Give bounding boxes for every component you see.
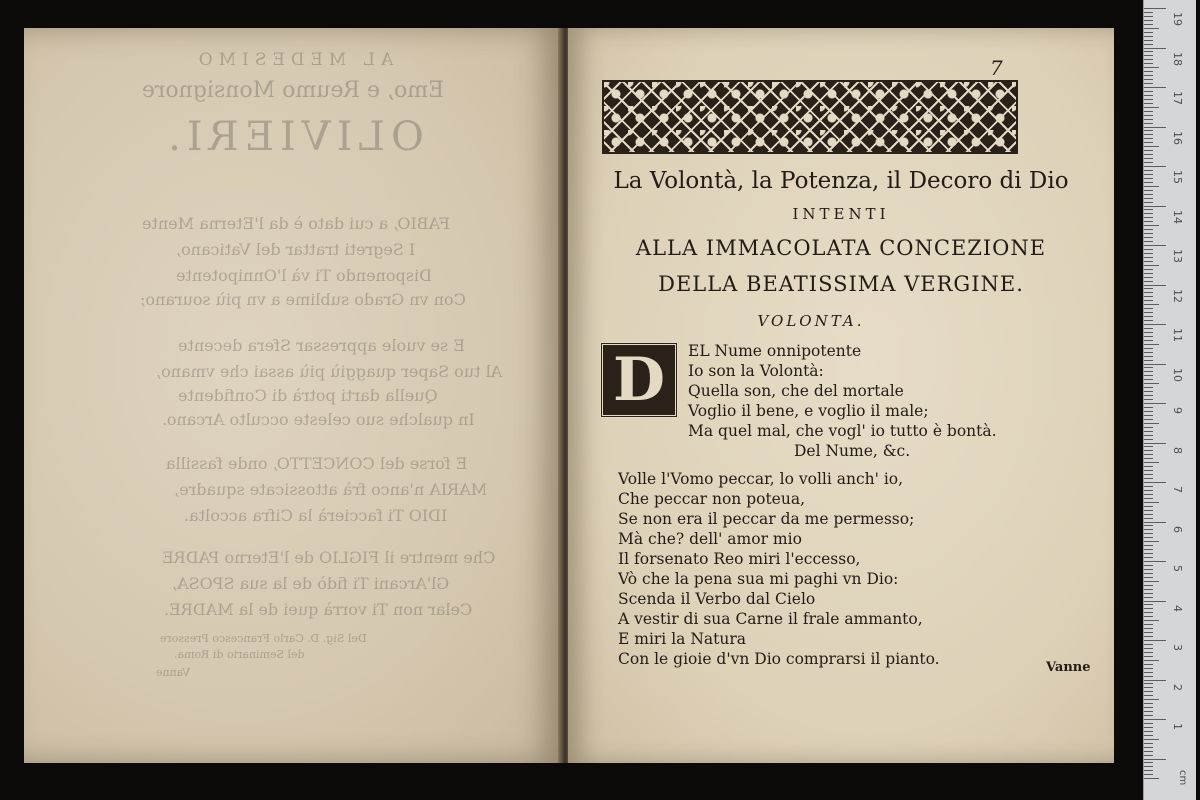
ruler-tick (1144, 632, 1153, 633)
ruler-tick (1144, 336, 1153, 337)
measuring-ruler (1143, 0, 1196, 800)
ruler-tick (1144, 616, 1153, 617)
ruler-tick (1144, 735, 1153, 736)
ruler-tick (1144, 450, 1153, 451)
ghost-line: del Seminario di Roma. (174, 648, 305, 661)
ruler-tick (1144, 604, 1153, 605)
ruler-tick (1144, 55, 1153, 56)
ruler-tick (1144, 32, 1153, 33)
ruler-tick (1144, 269, 1153, 270)
ruler-tick (1144, 340, 1153, 341)
ruler-tick (1144, 648, 1153, 649)
ruler-tick (1144, 672, 1153, 673)
ghost-line: Del Sig. D. Carlo Francesco Pressore (160, 632, 367, 645)
ruler-tick (1144, 652, 1153, 653)
ruler-tick (1144, 703, 1153, 704)
ruler-tick (1144, 217, 1153, 218)
ruler-tick (1144, 585, 1153, 586)
ruler-tick (1144, 194, 1153, 195)
ruler-tick (1144, 545, 1153, 546)
ruler-tick (1144, 612, 1153, 613)
ghost-line: FABIO, a cui dato è da l'Eterna Mente (142, 214, 450, 233)
ruler-tick (1144, 446, 1153, 447)
ruler-tick (1144, 320, 1153, 321)
ruler-tick (1144, 707, 1153, 708)
ruler-tick (1144, 687, 1153, 688)
ruler-label: 5 (1171, 565, 1184, 572)
refrain-line: Del Nume, &c. (794, 442, 911, 460)
ruler-tick (1144, 273, 1153, 274)
subtitle-della: DELLA BEATISSIMA VERGINE. (658, 272, 1024, 296)
ruler-tick (1144, 28, 1159, 29)
ruler-tick (1144, 36, 1153, 37)
ruler-tick (1144, 379, 1153, 380)
ruler-tick (1144, 8, 1166, 9)
ruler-tick (1144, 213, 1153, 214)
ruler-tick (1144, 502, 1159, 503)
ruler-tick (1144, 63, 1153, 64)
ruler-tick (1144, 541, 1159, 542)
ruler-tick (1144, 67, 1159, 68)
ruler-tick (1144, 443, 1166, 444)
ruler-tick (1144, 296, 1153, 297)
ruler-tick (1144, 178, 1153, 179)
dropcap-letter: D (612, 345, 666, 415)
ruler-tick (1144, 209, 1153, 210)
ruler-tick (1144, 470, 1153, 471)
ghost-line: Celar non Ti vorrà quei de la MADRE. (164, 600, 473, 619)
ruler-tick (1144, 407, 1153, 408)
ruler-tick (1144, 759, 1166, 760)
ruler-tick (1144, 245, 1166, 246)
ruler-tick (1144, 257, 1153, 258)
ghost-line: Disponendo Ti và l'Onnipotente (176, 266, 432, 285)
ruler-tick (1144, 312, 1153, 313)
ruler-tick (1144, 91, 1153, 92)
ruler-tick (1144, 755, 1153, 756)
subtitle-alla: ALLA IMMACOLATA CONCEZIONE (635, 236, 1047, 260)
ruler-tick (1144, 277, 1153, 278)
ruler-tick (1144, 40, 1153, 41)
ruler-tick (1144, 300, 1153, 301)
ruler-tick (1144, 676, 1153, 677)
verse-line: A vestir di sua Carne il frale ammanto, (618, 610, 923, 628)
ruler-tick (1144, 510, 1153, 511)
ruler-tick (1144, 304, 1159, 305)
ruler-tick (1144, 628, 1153, 629)
ruler-tick (1144, 514, 1153, 515)
right-page (568, 28, 1114, 763)
ruler-tick (1144, 190, 1153, 191)
verse-line: Volle l'Vomo peccar, lo volli anch' io, (618, 470, 904, 488)
ruler-tick (1144, 577, 1153, 578)
ruler-tick (1144, 83, 1153, 84)
ruler-tick (1144, 573, 1153, 574)
ruler-tick (1144, 553, 1153, 554)
ruler-tick (1144, 285, 1166, 286)
ruler-label: 13 (1171, 249, 1184, 263)
ruler-tick (1144, 391, 1153, 392)
ruler-tick (1144, 166, 1166, 167)
ruler-tick (1144, 474, 1153, 475)
ruler-tick (1144, 24, 1153, 25)
ruler-tick (1144, 415, 1153, 416)
ruler-tick (1144, 48, 1166, 49)
ghost-line: Che mentre il FIGLIO de l'Eterno PADRE (162, 548, 496, 567)
ruler-tick (1144, 557, 1153, 558)
page-title: La Volontà, la Potenza, il Decoro di Dio (613, 168, 1069, 194)
ruler-tick (1144, 589, 1153, 590)
verse-line: Quella son, che del mortale (688, 382, 904, 400)
ruler-tick (1144, 292, 1153, 293)
ruler-tick (1144, 743, 1153, 744)
ruler-tick (1144, 458, 1153, 459)
ruler-tick (1144, 723, 1153, 724)
ruler-tick (1144, 494, 1153, 495)
ghost-line: In qualche suo celeste occulto Arcano. (162, 410, 475, 429)
ruler-tick (1144, 229, 1153, 230)
ruler-tick (1144, 71, 1153, 72)
ruler-tick (1144, 715, 1153, 716)
ghost-line: IDIO Ti faccierà la Cifra accolta. (184, 506, 448, 525)
ruler-unit: cm (1177, 770, 1188, 786)
ruler-tick (1144, 624, 1153, 625)
verse-line: Che peccar non poteua, (618, 490, 806, 508)
ruler-tick (1144, 525, 1153, 526)
ruler-label: 14 (1171, 209, 1184, 224)
ruler-tick (1144, 12, 1153, 13)
ruler-tick (1144, 328, 1153, 329)
ruler-label: 4 (1171, 604, 1184, 612)
ruler-tick (1144, 680, 1166, 681)
ruler-tick (1144, 352, 1153, 353)
ruler-tick (1144, 332, 1153, 333)
ruler-label: 16 (1171, 130, 1184, 145)
ruler-tick (1144, 87, 1166, 88)
ruler-tick (1144, 150, 1153, 151)
ghost-line: Al tuo Saper quaggiù più assai che vmano, (156, 362, 503, 381)
ruler-tick (1144, 439, 1153, 440)
speaker-heading: VOLONTA. (757, 312, 865, 330)
ruler-tick (1144, 731, 1153, 732)
open-book (24, 28, 1114, 763)
ruler-label: 8 (1171, 446, 1184, 454)
ruler-tick (1144, 620, 1159, 621)
ruler-tick (1144, 186, 1159, 187)
ruler-tick (1144, 683, 1153, 684)
ruler-tick (1144, 486, 1153, 487)
ruler-tick (1144, 364, 1166, 365)
ruler-tick (1144, 206, 1166, 207)
catchword: Vanne (1046, 660, 1091, 675)
verse-line: Vò che la pena sua mi paghi vn Dio: (618, 570, 899, 588)
ruler-tick (1144, 308, 1153, 309)
ruler-tick (1144, 115, 1153, 116)
ghost-line: E se vuole appressar Sfera decente (178, 336, 465, 355)
ruler-tick (1144, 466, 1153, 467)
ruler-tick (1144, 202, 1153, 203)
ghost-line: OLIVIERI. (162, 114, 424, 160)
ruler-tick (1144, 174, 1153, 175)
ruler-tick (1144, 395, 1153, 396)
ruler-tick (1144, 249, 1153, 250)
ruler-tick (1144, 237, 1153, 238)
ruler-tick (1144, 561, 1166, 562)
ruler-tick (1144, 158, 1153, 159)
ruler-tick (1144, 478, 1153, 479)
verse-line: Scenda il Verbo dal Cielo (618, 590, 816, 608)
ruler-tick (1144, 640, 1166, 641)
ghost-line: MARIA n'anco frà attossicate squadre, (174, 480, 488, 499)
ruler-tick (1144, 529, 1153, 530)
ruler-tick (1144, 423, 1159, 424)
ruler-tick (1144, 490, 1153, 491)
ruler-label: 1 (1171, 723, 1184, 730)
ruler-label: 12 (1171, 288, 1184, 303)
ruler-tick (1144, 182, 1153, 183)
ruler-tick (1144, 608, 1153, 609)
ruler-tick (1144, 691, 1153, 692)
ruler-tick (1144, 411, 1153, 412)
left-page (24, 28, 562, 763)
ruler-tick (1144, 537, 1153, 538)
ghost-line: Emo, e Reumo Monsignore (141, 78, 445, 103)
ruler-tick (1144, 727, 1153, 728)
ruler-tick (1144, 778, 1159, 779)
verse-line: Voglio il bene, e voglio il male; (688, 402, 929, 420)
ruler-tick (1144, 770, 1153, 771)
ruler-tick (1144, 593, 1153, 594)
ruler-tick (1144, 660, 1159, 661)
ruler-label: 15 (1171, 170, 1184, 184)
ruler-tick (1144, 747, 1153, 748)
ruler-tick (1144, 130, 1153, 131)
ruler-label: 18 (1171, 51, 1184, 66)
ruler-tick (1144, 356, 1153, 357)
ruler-label: 9 (1171, 407, 1184, 414)
ruler-tick (1144, 344, 1159, 345)
ruler-tick (1144, 751, 1153, 752)
ruler-tick (1144, 123, 1153, 124)
ruler-tick (1144, 565, 1153, 566)
ruler-tick (1144, 774, 1153, 775)
left-page-showthrough (24, 28, 562, 763)
ruler-label: 6 (1171, 525, 1184, 533)
verse-line: Io son la Volontà: (688, 362, 824, 380)
ruler-label: 19 (1171, 12, 1184, 26)
ruler-tick (1144, 399, 1153, 400)
ruler-tick (1144, 367, 1153, 368)
ruler-tick (1144, 20, 1153, 21)
ruler-tick (1144, 253, 1153, 254)
ruler-tick (1144, 435, 1153, 436)
ruler-tick (1144, 221, 1153, 222)
ruler-tick (1144, 375, 1153, 376)
ruler-tick (1144, 324, 1166, 325)
ruler-label: 17 (1171, 91, 1184, 105)
ruler-tick (1144, 431, 1153, 432)
ruler-tick (1144, 711, 1153, 712)
ruler-tick (1144, 261, 1153, 262)
ruler-tick (1144, 170, 1153, 171)
verse-line: E miri la Natura (618, 630, 746, 648)
ruler-tick (1144, 569, 1153, 570)
ruler-tick (1144, 107, 1159, 108)
ruler-tick (1144, 762, 1153, 763)
ruler-tick (1144, 134, 1153, 135)
ruler-tick (1144, 482, 1166, 483)
ruler-tick (1144, 142, 1153, 143)
ruler-tick (1144, 44, 1153, 45)
ruler-tick (1144, 498, 1153, 499)
ruler-tick (1144, 419, 1153, 420)
ruler-tick (1144, 198, 1153, 199)
ruler-tick (1144, 360, 1153, 361)
ruler-tick (1144, 739, 1159, 740)
ruler-tick (1144, 288, 1153, 289)
ruler-tick (1144, 518, 1153, 519)
ruler-tick (1144, 601, 1166, 602)
ruler-tick (1144, 581, 1159, 582)
ruler-tick (1144, 597, 1153, 598)
ruler-tick (1144, 119, 1153, 120)
ruler-tick (1144, 668, 1153, 669)
ruler-tick (1144, 506, 1153, 507)
ruler-label: 10 (1171, 367, 1184, 382)
ruler-tick (1144, 427, 1153, 428)
ruler-tick (1144, 549, 1153, 550)
ruler-tick (1144, 636, 1153, 637)
ghost-line: Quella darti potrà di Confidente (178, 386, 438, 405)
ruler-tick (1144, 225, 1159, 226)
ruler-tick (1144, 699, 1159, 700)
ornamental-headpiece (602, 80, 1018, 154)
ruler-tick (1144, 281, 1153, 282)
ruler-tick (1144, 695, 1153, 696)
ruler-tick (1144, 99, 1153, 100)
ruler-tick (1144, 664, 1153, 665)
ghost-line: AL MEDESIMO (192, 50, 394, 70)
ruler-tick (1144, 719, 1166, 720)
ruler-tick (1144, 656, 1153, 657)
ghost-line: Gl'Arcani Ti fidò de la sua SPOSA, (172, 574, 450, 593)
verse-line: EL Nume onnipotente (688, 342, 862, 360)
ruler-tick (1144, 644, 1153, 645)
verse-line: Ma quel mal, che vogl' io tutto è bontà. (688, 422, 997, 440)
ruler-tick (1144, 233, 1153, 234)
decorated-initial (600, 342, 678, 418)
ruler-tick (1144, 59, 1153, 60)
ruler-label: 11 (1171, 328, 1184, 342)
ruler-tick (1144, 95, 1153, 96)
verse-line: Il forsenato Reo miri l'eccesso, (618, 550, 861, 568)
ruler-tick (1144, 127, 1166, 128)
ruler-tick (1144, 383, 1159, 384)
ghost-line: Con vn Grado sublime a vn più sourano; (140, 290, 466, 309)
ruler-tick (1144, 111, 1153, 112)
ruler-tick (1144, 79, 1153, 80)
ruler-tick (1144, 403, 1166, 404)
ruler-tick (1144, 265, 1159, 266)
ruler-tick (1144, 138, 1153, 139)
ruler-tick (1144, 316, 1153, 317)
ruler-tick (1144, 462, 1159, 463)
ruler-tick (1144, 241, 1153, 242)
ruler-tick (1144, 522, 1166, 523)
ruler-tick (1144, 75, 1153, 76)
ghost-line: I Segreti trattar del Vaticano, (176, 240, 416, 259)
ruler-label: 3 (1171, 644, 1184, 651)
ruler-tick (1144, 162, 1153, 163)
ruler-tick (1144, 51, 1153, 52)
ruler-tick (1144, 348, 1153, 349)
page-number: 7 (990, 56, 1003, 80)
ruler-label: 7 (1171, 486, 1184, 493)
subtitle-intenti: INTENTI (792, 205, 890, 223)
ruler-tick (1144, 454, 1153, 455)
verse-line: Con le gioie d'vn Dio comprarsi il pianto. (618, 650, 940, 668)
ruler-tick (1144, 103, 1153, 104)
ruler-tick (1144, 146, 1159, 147)
ruler-tick (1144, 154, 1153, 155)
ruler-tick (1144, 371, 1153, 372)
ruler-label: 2 (1171, 683, 1184, 691)
verse-line: Se non era il peccar da me permesso; (618, 510, 915, 528)
ruler-tick (1144, 16, 1153, 17)
ghost-line: E forse del CONCETTO, onde fassilla (166, 454, 468, 473)
ruler-tick (1144, 533, 1153, 534)
ghost-line: Vanne (156, 666, 191, 679)
verse-line: Mà che? dell' amor mio (618, 530, 802, 548)
ruler-tick (1144, 766, 1153, 767)
ruler-tick (1144, 387, 1153, 388)
